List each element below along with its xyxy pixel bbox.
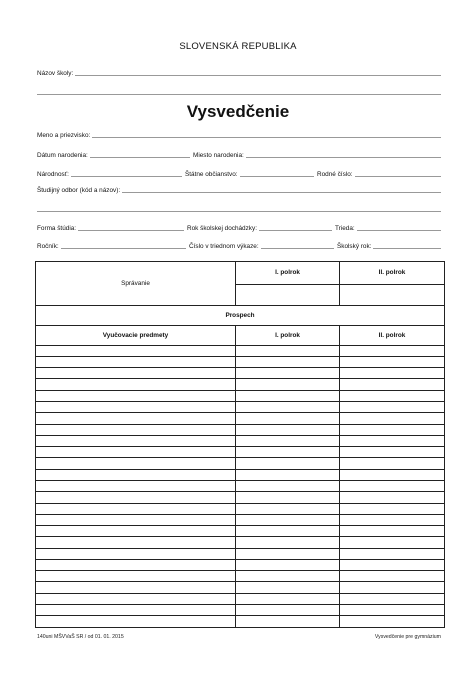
- study-form-line[interactable]: [78, 230, 184, 231]
- subject-name-cell[interactable]: [36, 390, 236, 401]
- birth-row: [37, 149, 441, 159]
- attendance-year-field[interactable]: [187, 225, 335, 232]
- nationality-field[interactable]: [37, 171, 185, 178]
- subject-name-cell[interactable]: [36, 379, 236, 390]
- subject-second-half-cell[interactable]: [340, 379, 445, 390]
- subject-name-cell[interactable]: [36, 514, 236, 525]
- attendance-year-line[interactable]: [259, 230, 332, 231]
- subject-first-half-cell[interactable]: [236, 548, 340, 559]
- study-field-label: Študijný odbor (kód a názov):: [37, 187, 121, 194]
- subjects-header: Vyučovacie predmety: [36, 326, 236, 345]
- subject-name-cell[interactable]: [36, 605, 236, 616]
- name-label: Meno a priezvisko:: [37, 132, 91, 139]
- subject-row: [36, 345, 445, 356]
- subject-name-cell[interactable]: [36, 616, 236, 628]
- birth-date-field[interactable]: [37, 152, 193, 159]
- subject-first-half-cell[interactable]: [236, 593, 340, 604]
- study-field-line[interactable]: [122, 192, 441, 193]
- register-number-field[interactable]: [189, 243, 337, 250]
- grades-table: [35, 261, 445, 628]
- subject-first-half-cell[interactable]: [236, 379, 340, 390]
- subjects-second-half-header: II. polrok: [340, 326, 445, 345]
- subject-row: [36, 514, 445, 525]
- subject-first-half-cell[interactable]: [236, 480, 340, 491]
- conduct-second-half-header: II. polrok: [340, 262, 445, 285]
- class-label: Trieda:: [335, 225, 355, 232]
- subject-second-half-cell[interactable]: [340, 390, 445, 401]
- subject-second-half-cell[interactable]: [340, 401, 445, 412]
- school-name-field[interactable]: [37, 70, 441, 77]
- subject-row: [36, 469, 445, 480]
- school-name-row: [37, 67, 441, 77]
- subject-row: [36, 503, 445, 514]
- subject-first-half-cell[interactable]: [236, 514, 340, 525]
- subject-first-half-cell[interactable]: [236, 559, 340, 570]
- subject-second-half-cell[interactable]: [340, 435, 445, 446]
- subject-second-half-cell[interactable]: [340, 492, 445, 503]
- subject-name-cell[interactable]: [36, 480, 236, 491]
- subject-name-cell[interactable]: [36, 435, 236, 446]
- subject-row: [36, 526, 445, 537]
- school-year-field[interactable]: [337, 243, 441, 250]
- conduct-label: Správanie: [36, 262, 236, 306]
- nationality-line[interactable]: [71, 176, 182, 177]
- subject-second-half-cell[interactable]: [340, 447, 445, 458]
- subject-row: [36, 356, 445, 367]
- conduct-first-half-header: I. polrok: [236, 262, 340, 285]
- subject-first-half-cell[interactable]: [236, 390, 340, 401]
- subject-name-cell[interactable]: [36, 503, 236, 514]
- birth-number-label: Rodné číslo:: [317, 171, 353, 178]
- subject-first-half-cell[interactable]: [236, 458, 340, 469]
- subject-first-half-cell[interactable]: [236, 435, 340, 446]
- study-field-line-2[interactable]: [37, 211, 441, 212]
- nationality-label: Národnosť:: [37, 171, 69, 178]
- subject-second-half-cell[interactable]: [340, 514, 445, 525]
- birth-place-line[interactable]: [246, 157, 441, 158]
- subject-first-half-cell[interactable]: [236, 582, 340, 593]
- subject-row: [36, 390, 445, 401]
- subject-first-half-cell[interactable]: [236, 413, 340, 424]
- subject-row: [36, 593, 445, 604]
- subject-first-half-cell[interactable]: [236, 401, 340, 412]
- subject-first-half-cell[interactable]: [236, 492, 340, 503]
- subject-first-half-cell[interactable]: [236, 345, 340, 356]
- subject-second-half-cell[interactable]: [340, 424, 445, 435]
- citizenship-line[interactable]: [240, 176, 314, 177]
- subject-row: [36, 401, 445, 412]
- document-title: Vysvedčenie: [186, 102, 290, 121]
- subject-row: [36, 492, 445, 503]
- subject-first-half-cell[interactable]: [236, 469, 340, 480]
- subject-row: [36, 379, 445, 390]
- form-code: 140uni MŠVVaŠ SR / od 01. 01. 2015: [37, 634, 124, 640]
- subject-second-half-cell[interactable]: [340, 368, 445, 379]
- birth-number-line[interactable]: [355, 176, 441, 177]
- subject-name-cell[interactable]: [36, 559, 236, 570]
- birth-date-line[interactable]: [90, 157, 190, 158]
- subject-name-cell[interactable]: [36, 424, 236, 435]
- subject-first-half-cell[interactable]: [236, 616, 340, 628]
- subject-row: [36, 548, 445, 559]
- results-heading: Prospech: [36, 306, 445, 326]
- subject-second-half-cell[interactable]: [340, 469, 445, 480]
- subject-second-half-cell[interactable]: [340, 458, 445, 469]
- birth-place-field[interactable]: [193, 152, 441, 159]
- birth-place-label: Miesto narodenia:: [193, 152, 244, 159]
- class-line[interactable]: [357, 230, 441, 231]
- school-year-line[interactable]: [373, 248, 441, 249]
- study-field-field[interactable]: [37, 187, 441, 194]
- subject-second-half-cell[interactable]: [340, 582, 445, 593]
- subject-second-half-cell[interactable]: [340, 503, 445, 514]
- subject-first-half-cell[interactable]: [236, 571, 340, 582]
- register-number-line[interactable]: [261, 248, 334, 249]
- subject-first-half-cell[interactable]: [236, 605, 340, 616]
- subject-first-half-cell[interactable]: [236, 368, 340, 379]
- study-field-row: [37, 184, 441, 194]
- subject-second-half-cell[interactable]: [340, 605, 445, 616]
- subject-row: [36, 435, 445, 446]
- subject-row: [36, 458, 445, 469]
- grade-year-row: [37, 240, 441, 250]
- subject-row: [36, 537, 445, 548]
- subject-name-cell[interactable]: [36, 458, 236, 469]
- subject-row: [36, 582, 445, 593]
- subject-row: [36, 413, 445, 424]
- subject-second-half-cell[interactable]: [340, 413, 445, 424]
- subject-first-half-cell[interactable]: [236, 356, 340, 367]
- school-name-row-2: [37, 86, 441, 96]
- subject-name-cell[interactable]: [36, 401, 236, 412]
- conduct-second-half-cell[interactable]: [340, 284, 445, 305]
- subject-row: [36, 447, 445, 458]
- birth-number-field[interactable]: [317, 171, 441, 178]
- school-name-label: Názov školy:: [37, 70, 74, 77]
- school-name-field-2[interactable]: [37, 94, 441, 96]
- class-field[interactable]: [335, 225, 441, 232]
- subject-second-half-cell[interactable]: [340, 356, 445, 367]
- study-form-field[interactable]: [37, 225, 187, 232]
- subject-first-half-cell[interactable]: [236, 424, 340, 435]
- subject-name-cell[interactable]: [36, 345, 236, 356]
- subject-row: [36, 605, 445, 616]
- subject-row: [36, 480, 445, 491]
- subject-name-cell[interactable]: [36, 526, 236, 537]
- subject-second-half-cell[interactable]: [340, 616, 445, 628]
- grade-year-label: Ročník:: [37, 243, 59, 250]
- school-name-line-2[interactable]: [37, 94, 441, 95]
- subject-second-half-cell[interactable]: [340, 559, 445, 570]
- results-row: [36, 306, 445, 326]
- study-field-row-2: [37, 203, 441, 213]
- subject-second-half-cell[interactable]: [340, 345, 445, 356]
- citizenship-label: Štátne občianstvo:: [185, 171, 238, 178]
- subjects-first-half-header: I. polrok: [236, 326, 340, 345]
- subject-row: [36, 368, 445, 379]
- subject-row: [36, 571, 445, 582]
- country-heading: SLOVENSKÁ REPUBLIKA: [179, 41, 297, 52]
- school-year-label: Školský rok:: [337, 243, 372, 250]
- subject-name-cell[interactable]: [36, 582, 236, 593]
- grade-year-field[interactable]: [37, 243, 189, 250]
- subject-name-cell[interactable]: [36, 469, 236, 480]
- subject-row: [36, 424, 445, 435]
- subject-row: [36, 616, 445, 628]
- study-field-field-2[interactable]: [37, 211, 441, 213]
- attendance-year-label: Rok školskej dochádzky:: [187, 225, 257, 232]
- subject-name-cell[interactable]: [36, 571, 236, 582]
- nationality-row: [37, 168, 441, 178]
- subject-first-half-cell[interactable]: [236, 526, 340, 537]
- subject-name-cell[interactable]: [36, 413, 236, 424]
- subject-name-cell[interactable]: [36, 368, 236, 379]
- subjects-header-row: [36, 326, 445, 345]
- subject-name-cell[interactable]: [36, 548, 236, 559]
- birth-date-label: Dátum narodenia:: [37, 152, 88, 159]
- register-number-label: Číslo v triednom výkaze:: [189, 243, 259, 250]
- subject-first-half-cell[interactable]: [236, 447, 340, 458]
- subject-second-half-cell[interactable]: [340, 526, 445, 537]
- subject-first-half-cell[interactable]: [236, 503, 340, 514]
- subject-first-half-cell[interactable]: [236, 537, 340, 548]
- subject-name-cell[interactable]: [36, 356, 236, 367]
- school-name-line[interactable]: [75, 75, 441, 76]
- subject-second-half-cell[interactable]: [340, 548, 445, 559]
- subject-name-cell[interactable]: [36, 537, 236, 548]
- subject-second-half-cell[interactable]: [340, 593, 445, 604]
- subject-name-cell[interactable]: [36, 447, 236, 458]
- name-line[interactable]: [92, 137, 441, 138]
- name-row: [37, 129, 441, 139]
- conduct-first-half-cell[interactable]: [236, 284, 340, 305]
- subject-name-cell[interactable]: [36, 593, 236, 604]
- subject-second-half-cell[interactable]: [340, 480, 445, 491]
- name-field[interactable]: [37, 132, 441, 139]
- study-form-label: Forma štúdia:: [37, 225, 77, 232]
- subject-row: [36, 559, 445, 570]
- subject-second-half-cell[interactable]: [340, 571, 445, 582]
- subject-second-half-cell[interactable]: [340, 537, 445, 548]
- subject-name-cell[interactable]: [36, 492, 236, 503]
- form-name: Vysvedčenie pre gymnázium: [374, 634, 441, 640]
- study-form-row: [37, 222, 441, 232]
- citizenship-field[interactable]: [185, 171, 317, 178]
- grade-year-line[interactable]: [61, 248, 186, 249]
- conduct-header-row: [36, 262, 445, 285]
